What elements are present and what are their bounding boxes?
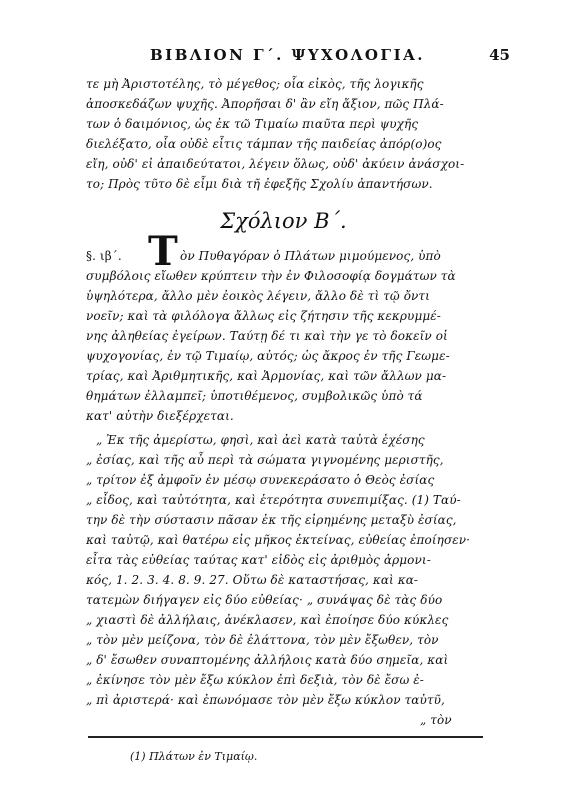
drop-capital: Τ [148, 228, 178, 275]
text-line: „ εἶδος, καὶ ταὐτότητα, καὶ ἑτερότητα συνεπιμίξας. (1) Ταύ- [86, 493, 461, 507]
text-line: ἀποσκεδάζων ψυχῆς. Ἀπορῆσαι δ' ἂν εἴη ἄξιον, πῶς Πλά- [86, 97, 444, 111]
text-line: συμβόλοις εἴωθεν κρύπτειν τὴν ἐν Φιλοσοφίᾳ δογμάτων τὰ [86, 269, 456, 283]
text-line: „ ἐκίνησε τὸν μὲν ἔξω κύκλον ἐπὶ δεξιὰ, τὸν δὲ ἔσω ἐ- [86, 673, 424, 687]
text-line: „ Ἐκ τῆς ἀμερίστω, φησὶ, καὶ ἀεὶ κατὰ ταὐτὰ ἐχέσης [96, 433, 425, 447]
section-number: §. ιβ΄. [86, 249, 122, 263]
text-line: „ τὸν [420, 713, 452, 727]
text-line: διελέξατο, οἷα οὐδὲ εἶτις τάμπαν τῆς παιδείας ἀπόρ(ο)ος [86, 137, 442, 151]
text-line: „ χιαστὶ δὲ ἀλλήλαις, ἀνέκλασεν, καὶ ἐποίησε δύο κύκλες [86, 613, 449, 627]
text-line: εἶτα τὰς εὐθείας ταύτας κατ' εἰδὸς εἰς ἀριθμὸς ἁρμονι- [86, 553, 431, 567]
text-line: ὸν Πυθαγόραν ὁ Πλάτων μιμούμενος, ὑπὸ [180, 249, 441, 263]
text-line: τε μὴ Ἀριστοτέλης, τὸ μέγεθος; οἷα εἰκὸς, τῆς λογικῆς [86, 77, 424, 91]
text-line: ψυχογονίας, ἐν τῷ Τιμαίῳ, αὐτός; ὡς ἄκρος ἐν τῆς Γεωμε- [86, 349, 450, 363]
text-line: νοεῖν; καὶ τὰ φιλόλογα ἄλλως εἰς ζήτησιν τῆς κεκρυμμέ- [86, 309, 441, 323]
text-line: την δὲ τὴν σύστασιν πᾶσαν ἐκ τῆς εἰρημένης μεταξὺ ἐσίας, [86, 513, 457, 527]
page-number: 45 [489, 46, 510, 64]
text-line: κός, 1. 2. 3. 4. 8. 9. 27. Οὕτω δὲ καταστήσας, καὶ κα- [86, 573, 419, 587]
text-line: των ὁ δαιμόνιος, ὡς ἐκ τῶ Τιμαίω πιαῦτα περὶ ψυχῆς [86, 117, 419, 131]
section-title: Σχόλιον Β΄. [220, 209, 347, 233]
text-line: τατεμὼν διήγαγεν εἰς δύο εὐθείας· „ συνάψας δὲ τὰς δύο [86, 593, 443, 607]
text-line: „ τρίτον ἐξ ἀμφοῖν ἐν μέσῳ συνεκεράσατο ὁ Θεὸς ἐσίας [86, 473, 435, 487]
text-line: τρίας, καὶ Ἀριθμητικῆς, καὶ Ἁρμονίας, καὶ τῶν ἄλλων μα- [86, 369, 447, 383]
text-line: θημάτων ἐλλαμπεῖ; ὑποτιθέμενος, συμβολικῶς ὑπὸ τά [86, 389, 423, 403]
text-line: εἴη, οὐδ' εἰ ἀπαιδεύτατοι, λέγειν ὅλως, οὐδ' ἀκύειν ἀνάσχοι- [86, 157, 465, 171]
running-header [150, 46, 510, 68]
text-line: κατ' αὐτὴν διεξέρχεται. [86, 409, 234, 423]
text-line: ὑψηλότερα, ἄλλο μὲν ἐοικὸς λέγειν, ἄλλο δὲ τὶ τῷ ὄντι [86, 289, 430, 303]
text-line: „ πὶ ἀριστερά· καὶ ἐπωνόμασε τὸν μὲν ἔξω κύκλον ταὐτῦ, [86, 693, 445, 707]
text-line: το; Πρὸς τῦτο δὲ εἶμι διὰ τῆ ἐφεξῆς Σχολίυ ἀπαντήσων. [86, 177, 433, 191]
text-line: „ ἐσίας, καὶ τῆς αὖ περὶ τὰ σώματα γιγνομένης μεριστῆς, [86, 453, 444, 467]
text-line: „ τὸν μὲν μείζονα, τὸν δὲ ἐλάττονα, τὸν μὲν ἔξωθεν, τὸν [86, 633, 439, 647]
footnote-rule [88, 736, 483, 738]
text-line: „ δ' ἔσωθεν συναπτομένης ἀλλήλοις κατὰ δύο σημεῖα, καὶ [86, 653, 449, 667]
text-line: νης ἀληθείας ἐγείρων. Ταύτῃ δέ τι καὶ τὴν γε τὸ δοκεῖν οἱ [86, 329, 448, 343]
running-title: ΒΙΒΛΙΟΝ Γ΄. ΨΥΧΟΛΟΓΙΑ. [150, 46, 425, 64]
text-line: καὶ ταὐτῷ, καὶ θατέρω εἰς μῆκος ἐκτείνας, εὐθείας ἐποίησεν· [86, 533, 471, 547]
footnote: (1) Πλάτων ἐν Τιμαίῳ. [130, 750, 258, 763]
